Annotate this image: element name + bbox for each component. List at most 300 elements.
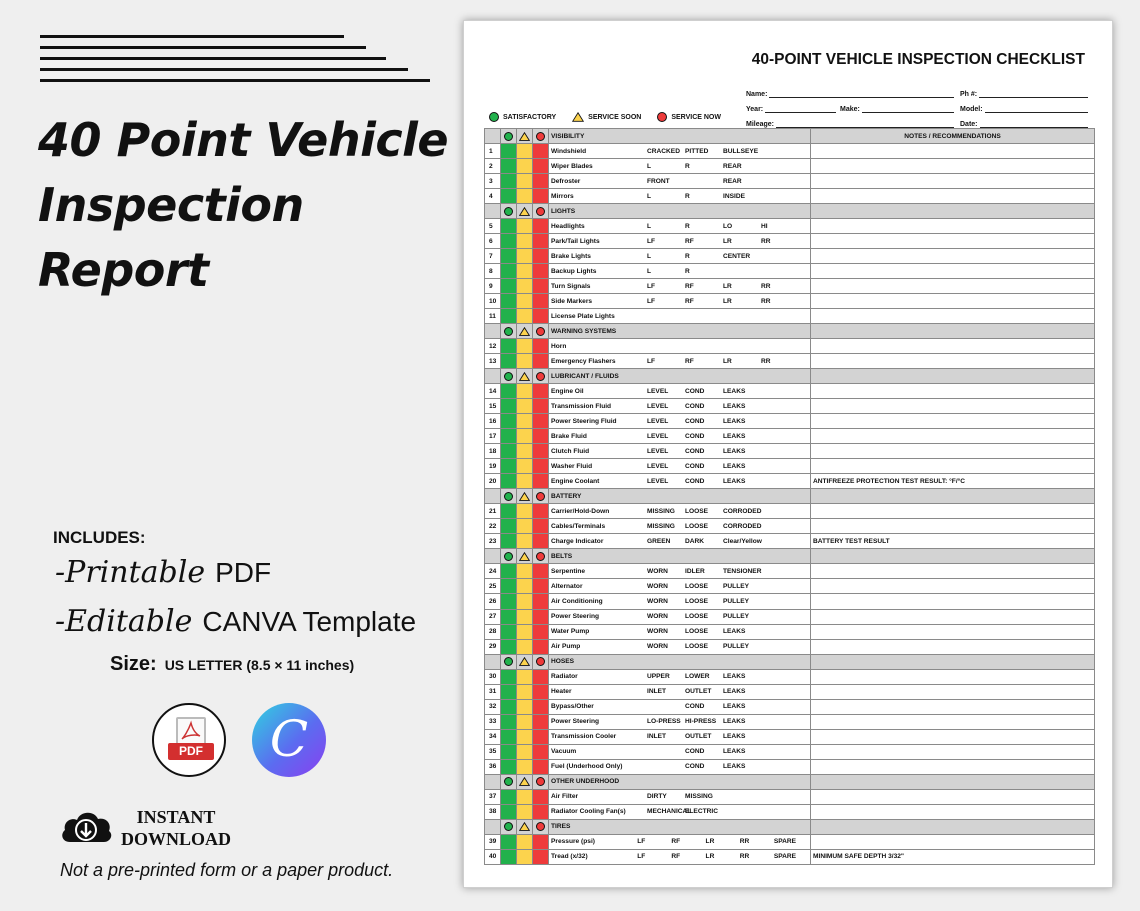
service-now-checkbox[interactable] bbox=[533, 834, 549, 849]
section-num-cell bbox=[485, 489, 501, 504]
instant-text: INSTANT bbox=[136, 807, 216, 827]
service-soon-checkbox[interactable] bbox=[517, 729, 533, 744]
item-option: LEAKS bbox=[723, 733, 746, 741]
notes-cell[interactable] bbox=[811, 399, 1095, 414]
service-now-checkbox[interactable] bbox=[533, 609, 549, 624]
item-option: LR bbox=[723, 357, 732, 365]
satisfactory-checkbox[interactable] bbox=[501, 249, 517, 264]
satisfactory-checkbox[interactable] bbox=[501, 729, 517, 744]
yellow-triangle-icon bbox=[519, 372, 530, 381]
size-label: Size: bbox=[110, 653, 157, 675]
satisfactory-checkbox[interactable] bbox=[501, 609, 517, 624]
notes-cell[interactable] bbox=[811, 249, 1095, 264]
item-option: RF bbox=[685, 297, 694, 305]
checklist-row bbox=[485, 849, 1095, 864]
item-option: INLET bbox=[647, 733, 667, 741]
notes-cell[interactable] bbox=[811, 819, 1095, 834]
item-label: Engine Oil bbox=[551, 387, 584, 395]
section-red-cell bbox=[533, 369, 549, 384]
make-field-label: Make: bbox=[840, 106, 860, 113]
service-soon-checkbox[interactable] bbox=[517, 699, 533, 714]
checklist-row bbox=[485, 579, 1095, 594]
notes-cell[interactable] bbox=[811, 339, 1095, 354]
item-note: BATTERY TEST RESULT bbox=[813, 537, 890, 545]
notes-cell[interactable] bbox=[811, 144, 1095, 159]
service-soon-checkbox[interactable] bbox=[517, 504, 533, 519]
section-header-row bbox=[485, 819, 1095, 834]
section-green-cell bbox=[501, 369, 517, 384]
item-option: OUTLET bbox=[685, 688, 712, 696]
service-soon-checkbox[interactable] bbox=[517, 594, 533, 609]
item-cell bbox=[549, 234, 811, 249]
service-now-checkbox[interactable] bbox=[533, 399, 549, 414]
item-option: MECHANICAL bbox=[647, 808, 692, 816]
service-now-checkbox[interactable] bbox=[533, 684, 549, 699]
service-now-checkbox[interactable] bbox=[533, 144, 549, 159]
item-option: LOWER bbox=[685, 673, 710, 681]
service-soon-checkbox[interactable] bbox=[517, 399, 533, 414]
checklist-row bbox=[485, 834, 1095, 849]
service-now-checkbox[interactable] bbox=[533, 714, 549, 729]
notes-cell[interactable] bbox=[811, 624, 1095, 639]
section-red-cell bbox=[533, 324, 549, 339]
year-field[interactable] bbox=[765, 105, 836, 113]
item-option: SPARE bbox=[773, 853, 797, 861]
satisfactory-checkbox[interactable] bbox=[501, 234, 517, 249]
section-green-cell bbox=[501, 129, 517, 144]
service-soon-checkbox[interactable] bbox=[517, 309, 533, 324]
service-soon-checkbox[interactable] bbox=[517, 279, 533, 294]
notes-cell[interactable] bbox=[811, 744, 1095, 759]
satisfactory-checkbox[interactable] bbox=[501, 354, 517, 369]
item-option: LEVEL bbox=[647, 417, 669, 425]
item-cell bbox=[549, 729, 811, 744]
notes-cell[interactable] bbox=[811, 564, 1095, 579]
green-circle-icon bbox=[504, 207, 513, 216]
service-now-checkbox[interactable] bbox=[533, 639, 549, 654]
notes-cell[interactable] bbox=[811, 789, 1095, 804]
service-now-checkbox[interactable] bbox=[533, 159, 549, 174]
notes-cell[interactable] bbox=[811, 294, 1095, 309]
notes-cell[interactable] bbox=[811, 219, 1095, 234]
service-now-checkbox[interactable] bbox=[533, 444, 549, 459]
notes-cell[interactable] bbox=[811, 804, 1095, 819]
service-now-checkbox[interactable] bbox=[533, 219, 549, 234]
year-field-label: Year: bbox=[746, 106, 764, 113]
service-now-checkbox[interactable] bbox=[533, 669, 549, 684]
service-soon-checkbox[interactable] bbox=[517, 294, 533, 309]
item-option: PULLEY bbox=[723, 643, 750, 651]
title-line: 40 Point Vehicle bbox=[38, 113, 449, 167]
notes-cell[interactable] bbox=[811, 204, 1095, 219]
satisfactory-checkbox[interactable] bbox=[501, 594, 517, 609]
green-circle-icon bbox=[504, 822, 513, 831]
satisfactory-checkbox[interactable] bbox=[501, 189, 517, 204]
item-label: Tread (x/32) bbox=[551, 853, 588, 861]
notes-cell[interactable] bbox=[811, 549, 1095, 564]
notes-cell[interactable] bbox=[811, 609, 1095, 624]
section-yellow-cell bbox=[517, 819, 533, 834]
satisfactory-checkbox[interactable] bbox=[501, 444, 517, 459]
service-soon-checkbox[interactable] bbox=[517, 219, 533, 234]
checklist-page bbox=[463, 20, 1113, 888]
item-number: 32 bbox=[485, 699, 501, 714]
checklist-row bbox=[485, 639, 1095, 654]
service-soon-checkbox[interactable] bbox=[517, 609, 533, 624]
notes-cell[interactable] bbox=[811, 534, 1095, 549]
service-soon-checkbox[interactable] bbox=[517, 474, 533, 489]
name-field[interactable] bbox=[769, 90, 954, 98]
section-green-cell bbox=[501, 774, 517, 789]
item-cell bbox=[549, 534, 811, 549]
service-soon-checkbox[interactable] bbox=[517, 624, 533, 639]
service-now-checkbox[interactable] bbox=[533, 279, 549, 294]
item-label: Engine Coolant bbox=[551, 477, 600, 485]
notes-cell[interactable] bbox=[811, 309, 1095, 324]
notes-cell[interactable] bbox=[811, 279, 1095, 294]
service-soon-checkbox[interactable] bbox=[517, 759, 533, 774]
notes-cell[interactable] bbox=[811, 414, 1095, 429]
satisfactory-checkbox[interactable] bbox=[501, 264, 517, 279]
service-now-checkbox[interactable] bbox=[533, 429, 549, 444]
notes-cell[interactable] bbox=[811, 189, 1095, 204]
service-soon-checkbox[interactable] bbox=[517, 354, 533, 369]
red-circle-icon bbox=[536, 207, 545, 216]
satisfactory-checkbox[interactable] bbox=[501, 474, 517, 489]
service-soon-checkbox[interactable] bbox=[517, 789, 533, 804]
yellow-triangle-icon bbox=[519, 327, 530, 336]
notes-cell[interactable] bbox=[811, 429, 1095, 444]
yellow-triangle-icon bbox=[519, 492, 530, 501]
item-label: Serpentine bbox=[551, 567, 586, 575]
satisfactory-checkbox[interactable] bbox=[501, 414, 517, 429]
item-label: Power Steering Fluid bbox=[551, 417, 617, 425]
satisfactory-checkbox[interactable] bbox=[501, 639, 517, 654]
service-now-checkbox[interactable] bbox=[533, 744, 549, 759]
notes-cell[interactable] bbox=[811, 324, 1095, 339]
service-soon-checkbox[interactable] bbox=[517, 744, 533, 759]
item-label: Radiator bbox=[551, 673, 578, 681]
service-soon-checkbox[interactable] bbox=[517, 669, 533, 684]
include-editable bbox=[55, 604, 416, 639]
green-circle-icon bbox=[504, 327, 513, 336]
satisfactory-checkbox[interactable] bbox=[501, 399, 517, 414]
item-option: RF bbox=[685, 237, 694, 245]
section-num-cell bbox=[485, 369, 501, 384]
model-field[interactable] bbox=[985, 105, 1088, 113]
service-soon-checkbox[interactable] bbox=[517, 714, 533, 729]
satisfactory-checkbox[interactable] bbox=[501, 519, 517, 534]
item-cell bbox=[549, 459, 811, 474]
service-now-checkbox[interactable] bbox=[533, 564, 549, 579]
make-field[interactable] bbox=[862, 105, 954, 113]
checklist-row bbox=[485, 804, 1095, 819]
service-soon-checkbox[interactable] bbox=[517, 579, 533, 594]
item-option: Clear/Yellow bbox=[723, 537, 762, 545]
item-number: 37 bbox=[485, 789, 501, 804]
service-now-checkbox[interactable] bbox=[533, 759, 549, 774]
item-label: Heater bbox=[551, 688, 572, 696]
section-red-cell bbox=[533, 654, 549, 669]
item-option: LEAKS bbox=[723, 447, 746, 455]
section-title: BATTERY bbox=[549, 489, 811, 504]
item-option: RF bbox=[671, 853, 681, 861]
notes-cell[interactable] bbox=[811, 714, 1095, 729]
service-soon-checkbox[interactable] bbox=[517, 519, 533, 534]
item-number: 16 bbox=[485, 414, 501, 429]
satisfactory-checkbox[interactable] bbox=[501, 429, 517, 444]
satisfactory-checkbox[interactable] bbox=[501, 669, 517, 684]
notes-cell[interactable] bbox=[811, 684, 1095, 699]
service-now-checkbox[interactable] bbox=[533, 789, 549, 804]
green-circle-icon bbox=[504, 552, 513, 561]
item-cell bbox=[549, 504, 811, 519]
satisfactory-checkbox[interactable] bbox=[501, 789, 517, 804]
service-now-checkbox[interactable] bbox=[533, 534, 549, 549]
notes-cell[interactable] bbox=[811, 234, 1095, 249]
service-soon-checkbox[interactable] bbox=[517, 804, 533, 819]
checklist-row bbox=[485, 354, 1095, 369]
item-cell bbox=[549, 684, 811, 699]
satisfactory-checkbox[interactable] bbox=[501, 759, 517, 774]
service-soon-checkbox[interactable] bbox=[517, 189, 533, 204]
service-now-checkbox[interactable] bbox=[533, 504, 549, 519]
section-num-cell bbox=[485, 204, 501, 219]
item-option: CORRODED bbox=[723, 507, 762, 515]
service-soon-checkbox[interactable] bbox=[517, 264, 533, 279]
section-header-row bbox=[485, 204, 1095, 219]
notes-cell[interactable] bbox=[811, 729, 1095, 744]
service-now-checkbox[interactable] bbox=[533, 519, 549, 534]
service-soon-checkbox[interactable] bbox=[517, 564, 533, 579]
item-option: IDLER bbox=[685, 567, 705, 575]
mileage-field[interactable] bbox=[776, 120, 954, 128]
satisfactory-checkbox[interactable] bbox=[501, 159, 517, 174]
satisfactory-checkbox[interactable] bbox=[501, 279, 517, 294]
item-label: Vacuum bbox=[551, 748, 577, 756]
phone-field[interactable] bbox=[979, 90, 1088, 98]
notes-cell[interactable] bbox=[811, 594, 1095, 609]
item-option: COND bbox=[685, 763, 705, 771]
service-now-checkbox[interactable] bbox=[533, 189, 549, 204]
section-title: WARNING SYSTEMS bbox=[549, 324, 811, 339]
item-option: LF bbox=[647, 282, 656, 290]
notes-cell[interactable] bbox=[811, 669, 1095, 684]
yellow-triangle-icon bbox=[519, 822, 530, 831]
item-cell bbox=[549, 279, 811, 294]
item-number: 34 bbox=[485, 729, 501, 744]
service-now-checkbox[interactable] bbox=[533, 849, 549, 864]
satisfactory-checkbox[interactable] bbox=[501, 219, 517, 234]
service-now-checkbox[interactable] bbox=[533, 264, 549, 279]
service-soon-checkbox[interactable] bbox=[517, 339, 533, 354]
item-number: 38 bbox=[485, 804, 501, 819]
item-option bbox=[647, 763, 685, 770]
item-option: WORN bbox=[647, 567, 668, 575]
notes-cell[interactable] bbox=[811, 579, 1095, 594]
section-green-cell bbox=[501, 204, 517, 219]
service-soon-checkbox[interactable] bbox=[517, 444, 533, 459]
notes-cell[interactable] bbox=[811, 759, 1095, 774]
service-now-checkbox[interactable] bbox=[533, 414, 549, 429]
item-cell bbox=[549, 609, 811, 624]
section-title: TIRES bbox=[549, 819, 811, 834]
service-now-checkbox[interactable] bbox=[533, 384, 549, 399]
service-soon-checkbox[interactable] bbox=[517, 384, 533, 399]
item-label: Headlights bbox=[551, 222, 585, 230]
item-label: Park/Tail Lights bbox=[551, 237, 600, 245]
item-note: MINIMUM SAFE DEPTH 3/32" bbox=[813, 853, 905, 861]
item-number: 31 bbox=[485, 684, 501, 699]
checklist-row bbox=[485, 294, 1095, 309]
title-line: Inspection bbox=[38, 178, 304, 232]
checklist-row bbox=[485, 714, 1095, 729]
item-option: REAR bbox=[723, 177, 742, 185]
notes-cell[interactable] bbox=[811, 834, 1095, 849]
red-circle-icon bbox=[536, 777, 545, 786]
service-now-checkbox[interactable] bbox=[533, 249, 549, 264]
service-soon-checkbox[interactable] bbox=[517, 414, 533, 429]
item-cell bbox=[549, 624, 811, 639]
service-now-checkbox[interactable] bbox=[533, 579, 549, 594]
satisfactory-checkbox[interactable] bbox=[501, 174, 517, 189]
notes-cell[interactable] bbox=[811, 444, 1095, 459]
item-cell bbox=[549, 759, 811, 774]
service-now-checkbox[interactable] bbox=[533, 354, 549, 369]
item-option: LR bbox=[705, 853, 715, 861]
service-soon-checkbox[interactable] bbox=[517, 639, 533, 654]
satisfactory-checkbox[interactable] bbox=[501, 534, 517, 549]
item-label: Charge Indicator bbox=[551, 537, 604, 545]
notes-cell[interactable] bbox=[811, 384, 1095, 399]
service-now-checkbox[interactable] bbox=[533, 624, 549, 639]
satisfactory-checkbox[interactable] bbox=[501, 834, 517, 849]
item-option: LEAKS bbox=[723, 462, 746, 470]
satisfactory-checkbox[interactable] bbox=[501, 564, 517, 579]
item-option: REAR bbox=[723, 162, 742, 170]
notes-cell[interactable] bbox=[811, 504, 1095, 519]
service-soon-checkbox[interactable] bbox=[517, 849, 533, 864]
item-number: 4 bbox=[485, 189, 501, 204]
item-option: PULLEY bbox=[723, 613, 750, 620]
satisfactory-checkbox[interactable] bbox=[501, 699, 517, 714]
satisfactory-checkbox[interactable] bbox=[501, 459, 517, 474]
service-soon-checkbox[interactable] bbox=[517, 459, 533, 474]
service-soon-checkbox[interactable] bbox=[517, 144, 533, 159]
service-soon-checkbox[interactable] bbox=[517, 234, 533, 249]
service-now-checkbox[interactable] bbox=[533, 309, 549, 324]
item-option: L bbox=[647, 267, 652, 275]
item-option: LR bbox=[723, 297, 732, 305]
item-option: L bbox=[647, 162, 652, 170]
service-soon-checkbox[interactable] bbox=[517, 684, 533, 699]
notes-cell[interactable] bbox=[811, 174, 1095, 189]
service-now-checkbox[interactable] bbox=[533, 474, 549, 489]
date-field[interactable] bbox=[980, 120, 1088, 128]
service-now-checkbox[interactable] bbox=[533, 339, 549, 354]
notes-cell[interactable] bbox=[811, 699, 1095, 714]
satisfactory-checkbox[interactable] bbox=[501, 504, 517, 519]
satisfactory-checkbox[interactable] bbox=[501, 849, 517, 864]
notes-cell[interactable] bbox=[811, 459, 1095, 474]
canva-icon: C bbox=[252, 703, 326, 777]
item-option: MISSING bbox=[685, 793, 713, 801]
item-option: RR bbox=[761, 357, 771, 365]
notes-cell[interactable] bbox=[811, 519, 1095, 534]
item-option: LF bbox=[647, 237, 656, 245]
checklist-row bbox=[485, 699, 1095, 714]
item-label: Defroster bbox=[551, 177, 581, 185]
satisfactory-checkbox[interactable] bbox=[501, 339, 517, 354]
satisfactory-checkbox[interactable] bbox=[501, 579, 517, 594]
notes-cell[interactable] bbox=[811, 849, 1095, 864]
satisfactory-checkbox[interactable] bbox=[501, 804, 517, 819]
checklist-row bbox=[485, 174, 1095, 189]
service-now-checkbox[interactable] bbox=[533, 294, 549, 309]
item-option: L bbox=[647, 222, 652, 230]
satisfactory-checkbox[interactable] bbox=[501, 714, 517, 729]
service-soon-checkbox[interactable] bbox=[517, 159, 533, 174]
notes-cell[interactable] bbox=[811, 474, 1095, 489]
service-soon-checkbox[interactable] bbox=[517, 834, 533, 849]
item-option: LO-PRESS bbox=[647, 718, 681, 726]
notes-cell[interactable] bbox=[811, 354, 1095, 369]
satisfactory-checkbox[interactable] bbox=[501, 624, 517, 639]
item-option: COND bbox=[685, 387, 705, 395]
service-soon-checkbox[interactable] bbox=[517, 249, 533, 264]
notes-cell[interactable] bbox=[811, 639, 1095, 654]
service-soon-checkbox[interactable] bbox=[517, 429, 533, 444]
service-soon-checkbox[interactable] bbox=[517, 534, 533, 549]
red-circle-icon bbox=[536, 327, 545, 336]
size-info bbox=[110, 653, 354, 676]
satisfactory-checkbox[interactable] bbox=[501, 144, 517, 159]
item-number: 14 bbox=[485, 384, 501, 399]
service-soon-checkbox[interactable] bbox=[517, 174, 533, 189]
notes-cell[interactable] bbox=[811, 264, 1095, 279]
service-now-checkbox[interactable] bbox=[533, 594, 549, 609]
service-now-checkbox[interactable] bbox=[533, 699, 549, 714]
satisfactory-checkbox[interactable] bbox=[501, 684, 517, 699]
satisfactory-checkbox[interactable] bbox=[501, 309, 517, 324]
item-number: 29 bbox=[485, 639, 501, 654]
service-now-checkbox[interactable] bbox=[533, 234, 549, 249]
satisfactory-checkbox[interactable] bbox=[501, 384, 517, 399]
item-label: Water Pump bbox=[551, 628, 590, 636]
item-label: Washer Fluid bbox=[551, 462, 593, 470]
notes-cell[interactable] bbox=[811, 489, 1095, 504]
item-option: COND bbox=[685, 477, 705, 485]
notes-cell[interactable] bbox=[811, 159, 1095, 174]
section-title: BELTS bbox=[549, 549, 811, 564]
notes-cell[interactable] bbox=[811, 654, 1095, 669]
satisfactory-checkbox[interactable] bbox=[501, 744, 517, 759]
service-now-checkbox[interactable] bbox=[533, 459, 549, 474]
item-option: RR bbox=[761, 297, 771, 305]
item-option: LEAKS bbox=[723, 673, 746, 681]
item-option: COND bbox=[685, 432, 705, 440]
red-circle-icon bbox=[536, 822, 545, 831]
notes-cell[interactable] bbox=[811, 774, 1095, 789]
item-number: 10 bbox=[485, 294, 501, 309]
service-now-checkbox[interactable] bbox=[533, 174, 549, 189]
service-now-checkbox[interactable] bbox=[533, 729, 549, 744]
item-option: LF bbox=[637, 853, 646, 861]
service-now-checkbox[interactable] bbox=[533, 804, 549, 819]
satisfactory-checkbox[interactable] bbox=[501, 294, 517, 309]
notes-cell[interactable] bbox=[811, 369, 1095, 384]
item-cell bbox=[549, 804, 811, 819]
